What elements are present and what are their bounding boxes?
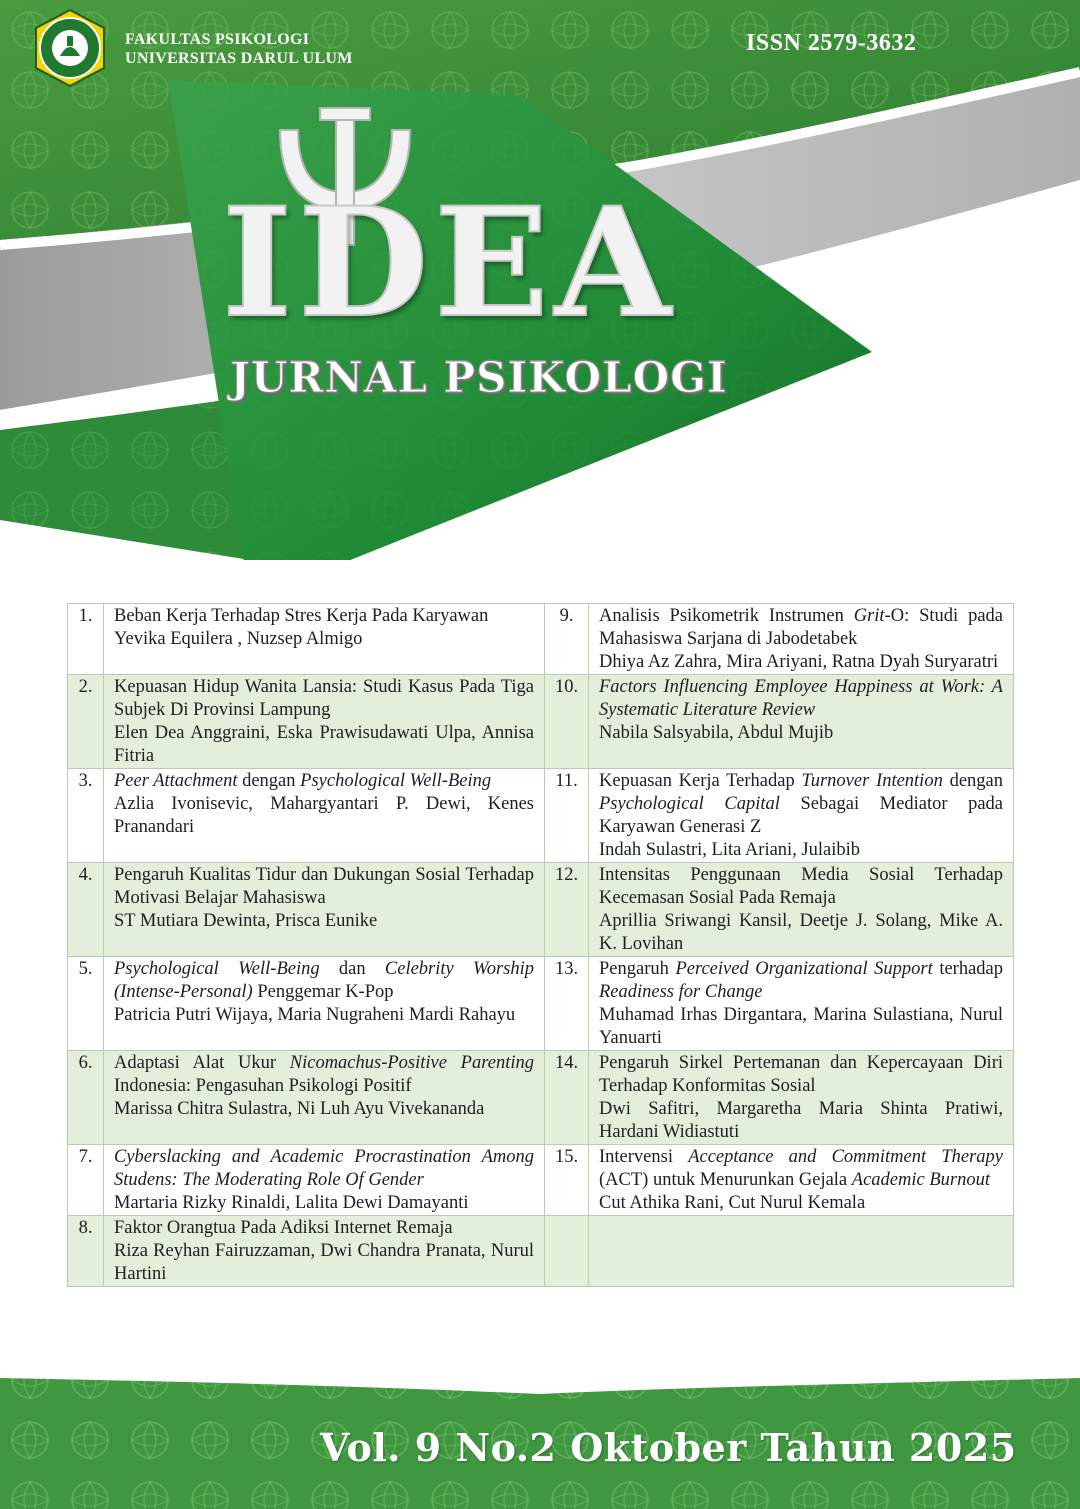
table-row: [68, 1145, 1014, 1216]
article-title: Beban Kerja Terhadap Stres Kerja Pada Karyawan: [114, 606, 489, 626]
article-title: Pengaruh Sirkel Pertemanan dan Kepercayaan Diri Terhadap Konformitas Sosial: [599, 1053, 1003, 1096]
article-number: 1.: [68, 604, 104, 675]
faculty-line-2: UNIVERSITAS DARUL ULUM: [125, 50, 353, 67]
article-number: 9.: [545, 604, 589, 675]
article-cell: [589, 675, 1014, 769]
article-number: 7.: [68, 1145, 104, 1216]
article-title: Cyberslacking and Academic Procrastination Among Studens: The Moderating Role Of Gender: [114, 1147, 534, 1190]
article-title: Faktor Orangtua Pada Adiksi Internet Remaja: [114, 1218, 453, 1238]
article-number: 3.: [68, 769, 104, 863]
article-number: 13.: [545, 957, 589, 1051]
article-cell: [104, 863, 545, 957]
journal-title: IDEA: [222, 175, 677, 351]
table-row: [68, 604, 1014, 675]
article-cell: [104, 675, 545, 769]
empty-cell: [589, 1216, 1014, 1287]
article-authors: Riza Reyhan Fairuzzaman, Dwi Chandra Pranata, Nurul Hartini: [114, 1241, 534, 1284]
table-row: [68, 769, 1014, 863]
volume-issue-label: Vol. 9 No.2 Oktober Tahun 2025: [320, 1425, 1017, 1470]
article-number: 11.: [545, 769, 589, 863]
article-title: Analisis Psikometrik Instrumen Grit-O: Studi pada Mahasiswa Sarjana di Jabodetabek: [599, 606, 1003, 649]
article-authors: Elen Dea Anggraini, Eska Prawisudawati Ulpa, Annisa Fitria: [114, 723, 534, 766]
article-number: 5.: [68, 957, 104, 1051]
article-cell: [104, 1051, 545, 1145]
article-number: 10.: [545, 675, 589, 769]
article-title: Factors Influencing Employee Happiness at Work: A Systematic Literature Review: [599, 677, 1003, 720]
faculty-line-1: FAKULTAS PSIKOLOGI: [125, 31, 310, 48]
article-number: 8.: [68, 1216, 104, 1287]
university-logo: [30, 8, 110, 88]
article-number: 15.: [545, 1145, 589, 1216]
article-title: Adaptasi Alat Ukur Nicomachus-Positive Parenting Indonesia: Pengasuhan Psikologi Positif: [114, 1053, 534, 1096]
table-row: [68, 675, 1014, 769]
article-authors: Azlia Ivonisevic, Mahargyantari P. Dewi, Kenes Pranandari: [114, 794, 534, 837]
faculty-name: [125, 30, 353, 68]
article-cell: [589, 769, 1014, 863]
article-title: Intervensi Acceptance and Commitment Therapy (ACT) untuk Menurunkan Gejala Academic Burnout: [599, 1147, 1003, 1190]
article-cell: [104, 1216, 545, 1287]
article-authors: Nabila Salsyabila, Abdul Mujib: [599, 723, 834, 743]
article-cell: [589, 1145, 1014, 1216]
article-title: Psychological Well-Being dan Celebrity Worship (Intense-Personal) Penggemar K-Pop: [114, 959, 535, 1002]
journal-subtitle: JURNAL PSIKOLOGI: [230, 353, 728, 402]
article-number: 6.: [68, 1051, 104, 1145]
article-title: Pengaruh Perceived Organizational Support terhadap Readiness for Change: [599, 959, 1004, 1002]
article-cell: [589, 1051, 1014, 1145]
table-row: [68, 863, 1014, 957]
article-authors: Dhiya Az Zahra, Mira Ariyani, Ratna Dyah Suryaratri: [599, 652, 999, 672]
table-row: [68, 957, 1014, 1051]
article-authors: ST Mutiara Dewinta, Prisca Eunike: [114, 911, 378, 931]
article-authors: Muhamad Irhas Dirgantara, Marina Sulastiana, Nurul Yanuarti: [599, 1005, 1003, 1048]
article-cell: [104, 604, 545, 675]
article-cell: [104, 1145, 545, 1216]
article-title: Intensitas Penggunaan Media Sosial Terhadap Kecemasan Sosial Pada Remaja: [599, 865, 1003, 908]
table-row: [68, 1051, 1014, 1145]
table-row: [68, 1216, 1014, 1287]
article-authors: Dwi Safitri, Margaretha Maria Shinta Pratiwi, Hardani Widiastuti: [599, 1099, 1003, 1142]
article-cell: [589, 957, 1014, 1051]
article-authors: Cut Athika Rani, Cut Nurul Kemala: [599, 1193, 866, 1213]
article-title: Kepuasan Hidup Wanita Lansia: Studi Kasus Pada Tiga Subjek Di Provinsi Lampung: [114, 677, 534, 720]
article-cell: [104, 957, 545, 1051]
article-number: 14.: [545, 1051, 589, 1145]
article-authors: Yevika Equilera , Nuzsep Almigo: [114, 629, 363, 649]
article-authors: Martaria Rizky Rinaldi, Lalita Dewi Damayanti: [114, 1193, 469, 1213]
article-authors: Marissa Chitra Sulastra, Ni Luh Ayu Vivekananda: [114, 1099, 485, 1119]
article-cell: [104, 769, 545, 863]
article-authors: Aprillia Sriwangi Kansil, Deetje J. Solang, Mike A. K. Lovihan: [599, 911, 1003, 954]
article-number: 2.: [68, 675, 104, 769]
issn-number: ISSN 2579-3632: [746, 30, 917, 56]
article-authors: Patricia Putri Wijaya, Maria Nugraheni Mardi Rahayu: [114, 1005, 516, 1025]
table-of-contents: [67, 603, 1014, 1287]
article-cell: [589, 604, 1014, 675]
article-number: 12.: [545, 863, 589, 957]
article-authors: Indah Sulastri, Lita Ariani, Julaibib: [599, 840, 861, 860]
article-number: 4.: [68, 863, 104, 957]
empty-cell: [545, 1216, 589, 1287]
article-cell: [589, 863, 1014, 957]
article-title: Peer Attachment dengan Psychological Well-Being: [114, 771, 492, 791]
article-title: Kepuasan Kerja Terhadap Turnover Intention dengan Psychological Capital Sebagai Mediator pada Karyawan Generasi Z: [599, 771, 1004, 837]
article-title: Pengaruh Kualitas Tidur dan Dukungan Sosial Terhadap Motivasi Belajar Mahasiswa: [114, 865, 534, 908]
